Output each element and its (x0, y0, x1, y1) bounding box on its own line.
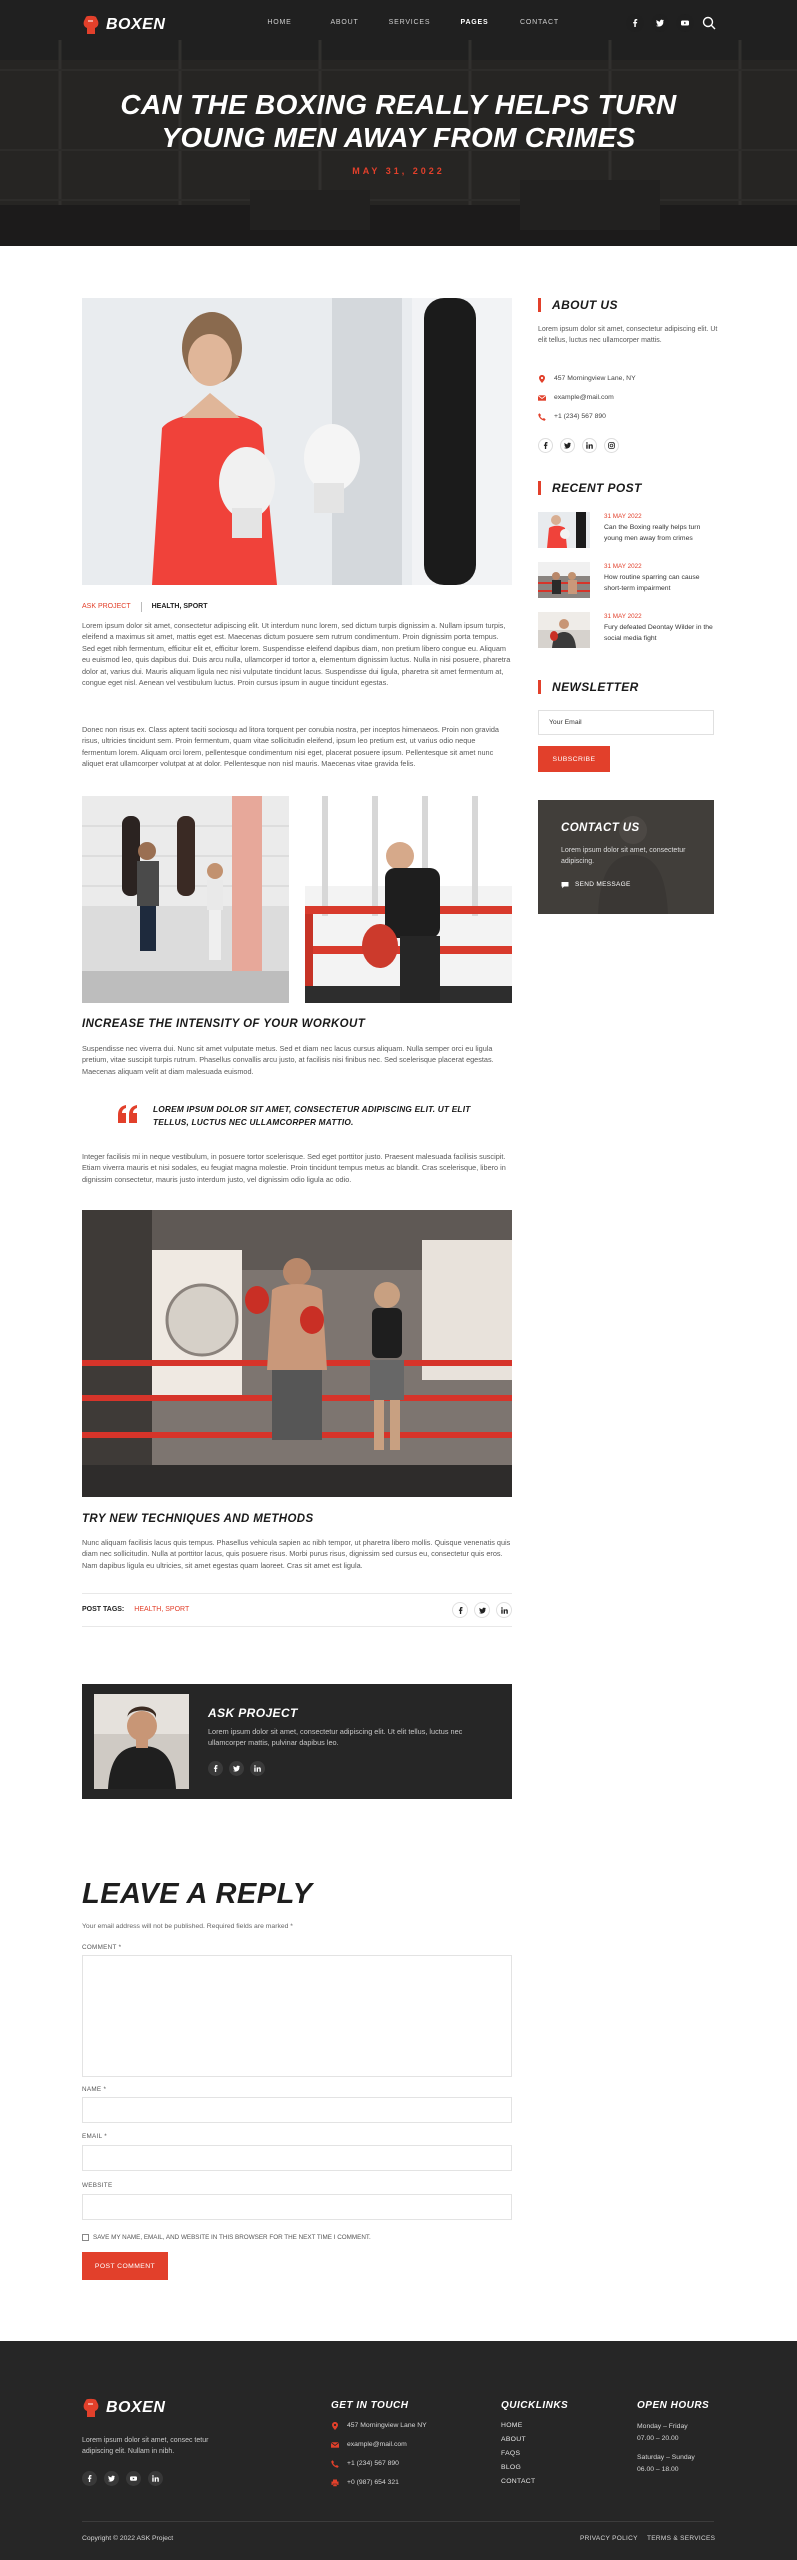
footer-fax: +0 (987) 654 321 (331, 2478, 399, 2489)
author-box (82, 1684, 512, 1799)
footer-logo[interactable] (82, 2396, 165, 2421)
contact-us-text: Lorem ipsum dolor sit amet, consectetur adipiscing. (561, 847, 686, 865)
footer-phone: +1 (234) 567 890 (331, 2459, 399, 2470)
twitter-icon[interactable] (104, 2471, 119, 2486)
main-nav (247, 18, 572, 29)
phone-icon (538, 413, 546, 421)
recent-post-thumb[interactable] (538, 512, 590, 548)
copyright-text: Copyright © 2022 ASK Project (82, 2535, 174, 2542)
hours-weekend-time: 06.00 – 18.00 (637, 2466, 679, 2473)
name-label: NAME * (82, 2086, 107, 2093)
envelope-icon (538, 394, 546, 402)
hours-weekday-days: Monday – Friday (637, 2423, 688, 2430)
body-paragraph: Lorem ipsum dolor sit amet, consectetur adipiscing elit. Ut interdum nunc lorem, sed dictum turpis dignissim a. Nullam ipsum turpis, eleifend a maximus sit amet, mattis eget est. Maecenas dictum posuere sem rutrum condimentum. Proin dignissim porta tempus. Sed eget nibh fermentum, efficitur elit et, efficitur lorem. Suspendisse eleifend dapibus diam, non pretium libero congue eu. Aliquam eu euismod leo, quis dapibus dui. Duis arcu nulla, ullamcorper id tortor a, elementum dignissim luctus. Nulla in nisi posuere, pharetra dolor at, varius dui. Mauris aliquam ligula nec nisi vulputate tincidunt lacus. Suspendisse dui ligula, pharetra sit amet fermentum at, congue eget nisl. Aenean vel vestibulum luctus. Proin cursus ipsum in augue tincidunt egestas. (82, 621, 511, 688)
footer-email: example@mail.com (331, 2440, 407, 2451)
phone-icon (331, 2460, 339, 2468)
site-footer (0, 2341, 797, 2560)
terms-link[interactable]: TERMS & SERVICES (647, 2535, 716, 2542)
comment-textarea[interactable] (82, 1955, 512, 2077)
section-heading: TRY NEW TECHNIQUES AND METHODS (82, 1513, 314, 1525)
quote-text: LOREM IPSUM DOLOR SIT AMET, CONSECTETUR ADIPISCING ELIT. UT ELIT TELLUS, LUCTUS NEC ULLAMCORPER MATTIO. (153, 1104, 471, 1127)
linkedin-icon[interactable] (250, 1761, 265, 1776)
page-title: CAN THE BOXING REALLY HELPS TURN YOUNG MEN AWAY FROM CRIMES (120, 89, 677, 153)
gallery-image-right (305, 796, 512, 1003)
name-input[interactable] (82, 2097, 512, 2123)
search-icon[interactable] (702, 16, 716, 30)
linkedin-icon[interactable] (582, 438, 597, 453)
meta-divider (141, 602, 142, 612)
footer-link-contact[interactable]: CONTACT (501, 2478, 536, 2485)
post-tags-top[interactable]: HEALTH, SPORT (151, 603, 208, 610)
body-paragraph: Nunc aliquam facilisis lacus quis tempus. Phasellus vehicula sapien ac nibh tempor, ut pharetra libero mollis. Quisque venenatis quis diam nec sollicitudin. Nulla at porttitor lacus, quis posuere risus. Morbi purus risus, dignissim sed cursus eu, consectetur quis eros. Nam dapibus ligula eu ultricies, sit amet egestas quam laoreet. Cras sit amet est ligula. (82, 1538, 511, 1570)
recent-post-date: 31 MAY 2022 (604, 513, 642, 520)
hours-weekend-days: Saturday – Sunday (637, 2454, 695, 2461)
privacy-policy-link[interactable]: PRIVACY POLICY (580, 2535, 638, 2542)
nav-about[interactable]: ABOUT (330, 19, 359, 26)
reply-heading: LEAVE A REPLY (82, 1878, 313, 1910)
content-image (82, 1210, 512, 1497)
quote-icon (117, 1105, 139, 1125)
facebook-icon[interactable] (82, 2471, 97, 2486)
body-paragraph: Integer facilisis mi in neque vestibulum, in posuere tortor scelerisque. Sed eget porttitor justo. Praesent malesuada facilisis suscipit. Etiam viverra mauris et nisi sodales, eu feugiat magna molestie. Proin tincidunt tempus metus ac blandit. Cras scelerisque, libero in dignissim consectetur, mauris justo interdum justo, vel dignissim odio ligula ac odio. (82, 1152, 506, 1184)
gallery-image-left (82, 796, 289, 1003)
envelope-icon (331, 2441, 339, 2449)
post-tags-bar (82, 1593, 512, 1627)
contact-us-heading: CONTACT US (561, 822, 640, 834)
facebook-icon[interactable] (626, 14, 644, 32)
chat-icon (561, 881, 569, 889)
site-logo[interactable] (82, 13, 165, 38)
footer-quicklinks-heading: QUICKLINKS (501, 2400, 569, 2411)
boxing-glove-icon (82, 2398, 100, 2418)
footer-brand-name: BOXEN (106, 2399, 166, 2416)
sidebar-phone: +1 (234) 567 890 (538, 412, 606, 423)
author-bio: Lorem ipsum dolor sit amet, consectetur adipiscing elit. Ut elit tellus, luctus nec ullamcorper mattis, pulvinar dapibus leo. (208, 1727, 463, 1748)
recent-post-title[interactable]: How routine sparring can cause short-term impairment (604, 574, 700, 592)
blockquote (117, 1103, 497, 1129)
email-input[interactable] (82, 2145, 512, 2171)
body-paragraph: Donec non risus ex. Class aptent taciti sociosqu ad litora torquent per conubia nostra, per inceptos himenaeos. Proin non gravida risus, ultricies tincidunt sem. Proin fermentum, quam vitae sollicitudin eleifend, ipsum leo pretium est, ut varius odio neque fermentum lorem. Aliquam orci lorem, pellentesque condimentum nisi eget, placerat posuere ipsum. Pellentesque sit amet nunc aliquet erat ullamcorper volutpat at at dolor. Pellentesque non nisl mauris. Maecenas vitae gravida felis. (82, 725, 499, 769)
twitter-icon[interactable] (229, 1761, 244, 1776)
footer-link-blog[interactable]: BLOG (501, 2464, 522, 2471)
post-comment-button[interactable]: POST COMMENT (82, 2252, 168, 2280)
author-avatar (94, 1694, 189, 1789)
footer-about-text: Lorem ipsum dolor sit amet, consec tetur adipiscing elit. Nullam in nibh. (82, 2437, 209, 2455)
author-name[interactable]: ASK PROJECT (208, 1706, 298, 1720)
recent-post-thumb[interactable] (538, 562, 590, 598)
twitter-icon[interactable] (651, 14, 669, 32)
post-tags-label: POST TAGS: (82, 1605, 125, 1613)
body-paragraph: Suspendisse nec viverra dui. Nunc sit amet vulputate metus. Sed et diam nec lacus cursus aliquam. Nulla semper orci eu ligula pretium, vitae suscipit turpis rutrum. Phasellus convallis arcu justo, at facilisis nisi finibus nec. Sed scelerisque placerat egestas. Maecenas aliquam velit at diam malesuada euismod. (82, 1044, 494, 1076)
sidebar-address: 457 Morningview Lane, NY (538, 374, 636, 385)
about-us-heading: ABOUT US (538, 298, 618, 312)
post-tags-links[interactable]: HEALTH, SPORT (134, 1605, 190, 1613)
recent-post-item[interactable] (538, 562, 718, 598)
instagram-icon[interactable] (604, 438, 619, 453)
recent-post-title[interactable]: Can the Boxing really helps turn young men away from crimes (604, 524, 701, 542)
comment-label: COMMENT * (82, 1944, 122, 1951)
author-social (208, 1761, 265, 1776)
linkedin-icon[interactable] (496, 1602, 512, 1618)
save-info-checkbox-row (82, 2233, 371, 2243)
recent-post-date: 31 MAY 2022 (604, 613, 642, 620)
save-info-checkbox[interactable] (82, 2234, 89, 2241)
about-us-text: Lorem ipsum dolor sit amet, consectetur adipiscing elit. Ut elit tellus, luctus nec ullamcorper mattis. (538, 326, 718, 345)
header-social (626, 14, 694, 32)
facebook-icon[interactable] (452, 1602, 468, 1618)
sidebar-email: example@mail.com (538, 393, 614, 404)
linkedin-icon[interactable] (148, 2471, 163, 2486)
footer-link-about[interactable]: ABOUT (501, 2436, 526, 2443)
reply-note: Your email address will not be published. Required fields are marked * (82, 1923, 293, 1930)
hero-banner (0, 0, 797, 246)
facebook-icon[interactable] (538, 438, 553, 453)
location-pin-icon (538, 375, 546, 383)
sidebar-social (538, 438, 619, 453)
footer-address: 457 Morningview Lane NY (331, 2421, 427, 2432)
footer-link-home[interactable]: HOME (501, 2422, 523, 2429)
newsletter-email-input[interactable]: Your Email (538, 710, 714, 735)
boxing-glove-icon (82, 15, 100, 35)
website-input[interactable] (82, 2194, 512, 2220)
twitter-icon[interactable] (474, 1602, 490, 1618)
recent-post-item[interactable] (538, 612, 718, 648)
footer-hours-heading: OPEN HOURS (637, 2400, 710, 2411)
section-heading: INCREASE THE INTENSITY OF YOUR WORKOUT (82, 1018, 366, 1030)
recent-post-date: 31 MAY 2022 (604, 563, 642, 570)
featured-image (82, 298, 512, 585)
twitter-icon[interactable] (560, 438, 575, 453)
footer-social (82, 2471, 163, 2486)
post-meta (82, 602, 208, 613)
subscribe-button[interactable]: SUBSCRIBE (538, 746, 610, 772)
share-buttons (452, 1602, 512, 1618)
save-info-label: SAVE MY NAME, EMAIL, AND WEBSITE IN THIS BROWSER FOR THE NEXT TIME I COMMENT. (93, 2234, 371, 2241)
nav-services[interactable]: SERVICES (388, 19, 431, 26)
location-pin-icon (331, 2422, 339, 2430)
brand-name: BOXEN (106, 16, 166, 33)
send-message-link[interactable]: SEND MESSAGE (561, 880, 631, 890)
youtube-icon[interactable] (126, 2471, 141, 2486)
recent-post-title[interactable]: Fury defeated Deontay Wilder in the social media fight (604, 624, 713, 642)
footer-link-faqs[interactable]: FAQS (501, 2450, 521, 2457)
nav-home[interactable]: HOME (267, 19, 292, 26)
recent-post-heading: RECENT POST (538, 481, 642, 495)
footer-touch-heading: GET IN TOUCH (331, 2400, 409, 2411)
email-label: EMAIL * (82, 2133, 107, 2140)
post-category[interactable]: ASK PROJECT (82, 603, 131, 610)
footer-divider (82, 2521, 714, 2522)
recent-post-item[interactable] (538, 512, 718, 548)
post-date: MAY 31, 2022 (352, 166, 445, 176)
nav-contact[interactable]: CONTACT (520, 19, 559, 26)
website-label: WEBSITE (82, 2182, 113, 2189)
facebook-icon[interactable] (208, 1761, 223, 1776)
contact-us-widget (538, 800, 714, 914)
newsletter-heading: NEWSLETTER (538, 680, 639, 694)
nav-pages[interactable]: PAGES (460, 19, 489, 26)
printer-icon (331, 2479, 339, 2487)
youtube-icon[interactable] (676, 14, 694, 32)
recent-post-thumb[interactable] (538, 612, 590, 648)
hours-weekday-time: 07.00 – 20.00 (637, 2435, 679, 2442)
